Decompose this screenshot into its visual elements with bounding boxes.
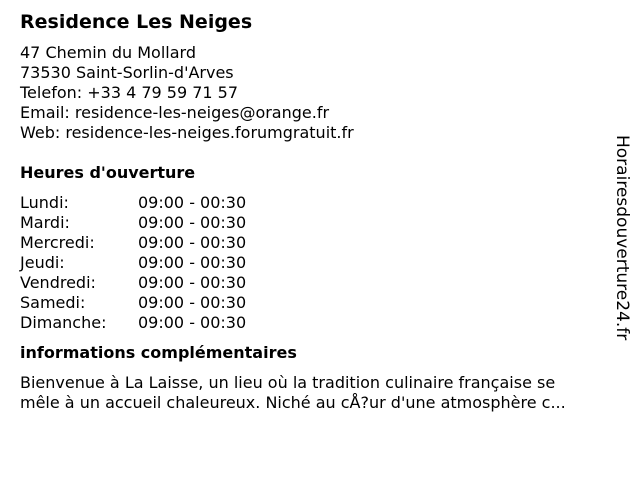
- business-name: Residence Les Neiges: [20, 11, 253, 33]
- day-label: Jeudi:: [20, 253, 65, 272]
- time-value: 09:00 - 00:30: [138, 233, 247, 252]
- description-text: [20, 373, 620, 413]
- hours-row: [20, 193, 246, 213]
- time-value: 09:00 - 00:30: [138, 213, 247, 232]
- time-value: 09:00 - 00:30: [138, 253, 247, 272]
- hours-row: [20, 273, 246, 293]
- web-line: Web: residence-les-neiges.forumgratuit.fr: [20, 123, 354, 142]
- day-label: Lundi:: [20, 193, 69, 212]
- time-value: 09:00 - 00:30: [138, 313, 247, 332]
- day-label: Samedi:: [20, 293, 86, 312]
- hours-heading: Heures d'ouverture: [20, 163, 196, 182]
- email-line: Email: residence-les-neiges@orange.fr: [20, 103, 330, 122]
- hours-row: [20, 213, 246, 233]
- street-address: 47 Chemin du Mollard: [20, 43, 196, 62]
- phone-line: Telefon: +33 4 79 59 71 57: [20, 83, 239, 102]
- hours-row: [20, 293, 246, 313]
- city-address: 73530 Saint-Sorlin-d'Arves: [20, 63, 234, 82]
- site-watermark: Horairesdouverture24.fr: [612, 135, 632, 341]
- address-block: [20, 43, 610, 143]
- business-card: [20, 10, 610, 413]
- day-label: Mardi:: [20, 213, 70, 232]
- hours-row: [20, 253, 246, 273]
- description-line: mêle à un accueil chaleureux. Niché au cÅ?ur d'une atmosphère c...: [20, 393, 566, 412]
- hours-row: [20, 233, 246, 253]
- hours-row: [20, 313, 246, 333]
- time-value: 09:00 - 00:30: [138, 273, 247, 292]
- time-value: 09:00 - 00:30: [138, 193, 247, 212]
- time-value: 09:00 - 00:30: [138, 293, 247, 312]
- day-label: Vendredi:: [20, 273, 96, 292]
- day-label: Mercredi:: [20, 233, 95, 252]
- hours-table: [20, 193, 246, 333]
- day-label: Dimanche:: [20, 313, 107, 332]
- info-heading: informations complémentaires: [20, 343, 297, 362]
- description-line: Bienvenue à La Laisse, un lieu où la tradition culinaire française se: [20, 373, 556, 392]
